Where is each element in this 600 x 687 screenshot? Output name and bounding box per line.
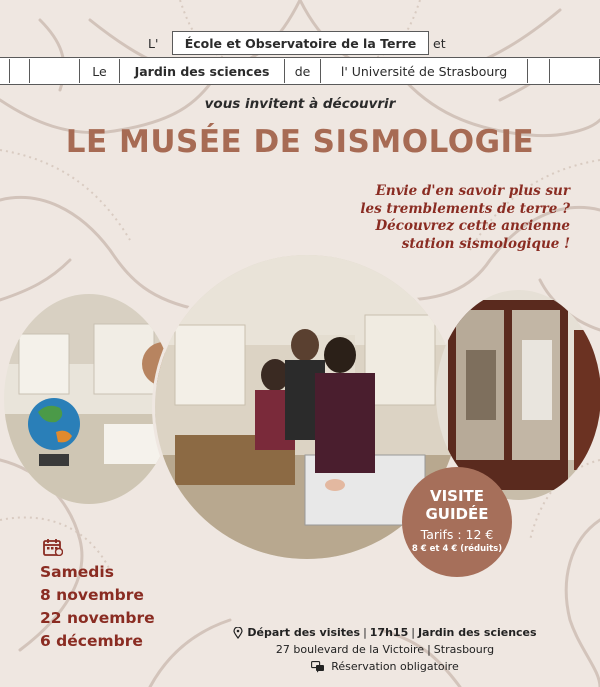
header-university: l' Université de Strasbourg [321,59,528,83]
chat-bubbles-icon [311,661,325,673]
date-item: 22 novembre [40,609,155,627]
address: 27 boulevard de la Victoire [275,643,425,656]
header-prefix-1: L' [148,35,159,51]
calendar-icon [43,538,63,556]
date-item: 8 novembre [40,586,144,604]
badge-reduced-price: 8 € et 4 € (réduits) [411,544,503,554]
departure-label: Départ des visites [247,626,361,639]
page-title: LE MUSÉE DE SISMOLOGIE [65,124,535,160]
teaser-line: les tremblements de terre ? [360,200,570,217]
dates-label: Samedis [40,563,114,581]
header-connector-2: de [285,59,321,83]
header-prefix-2: Le [80,59,120,83]
header-line-1 [0,30,600,56]
photo-globe-exhibit [4,294,174,504]
teaser-line: Envie d'en savoir plus sur [375,183,570,199]
teaser-line: Découvrez cette ancienne [375,218,570,234]
badge-line-1: VISITE [429,487,485,505]
header-institution-eost: École et Observatoire de la Terre [172,31,429,55]
departure-time: 17h15 [369,626,409,639]
guided-visit-badge [402,467,512,577]
invite-text: vous invitent à découvrir [204,96,396,112]
visit-dates [40,561,155,653]
teaser-text [310,183,570,253]
city: Strasbourg [433,643,495,656]
departure-place: Jardin des sciences [417,626,537,639]
header-institution-jardin: Jardin des sciences [120,59,285,83]
reservation-note: Réservation obligatoire [331,660,459,673]
location-pin-icon [233,627,243,639]
visit-info: Départ des visites | 17h15 | Jardin des sciences 27 boulevard de la Victoire | Strasbourg Réservation obligatoire [215,624,555,675]
badge-line-2: GUIDÉE [425,505,489,523]
header-line-2 [0,57,600,85]
header-suffix-1: et [433,35,446,51]
teaser-line: station sismologique ! [401,235,570,252]
date-item: 6 décembre [40,632,143,650]
badge-price: Tarifs : 12 € [420,527,494,542]
